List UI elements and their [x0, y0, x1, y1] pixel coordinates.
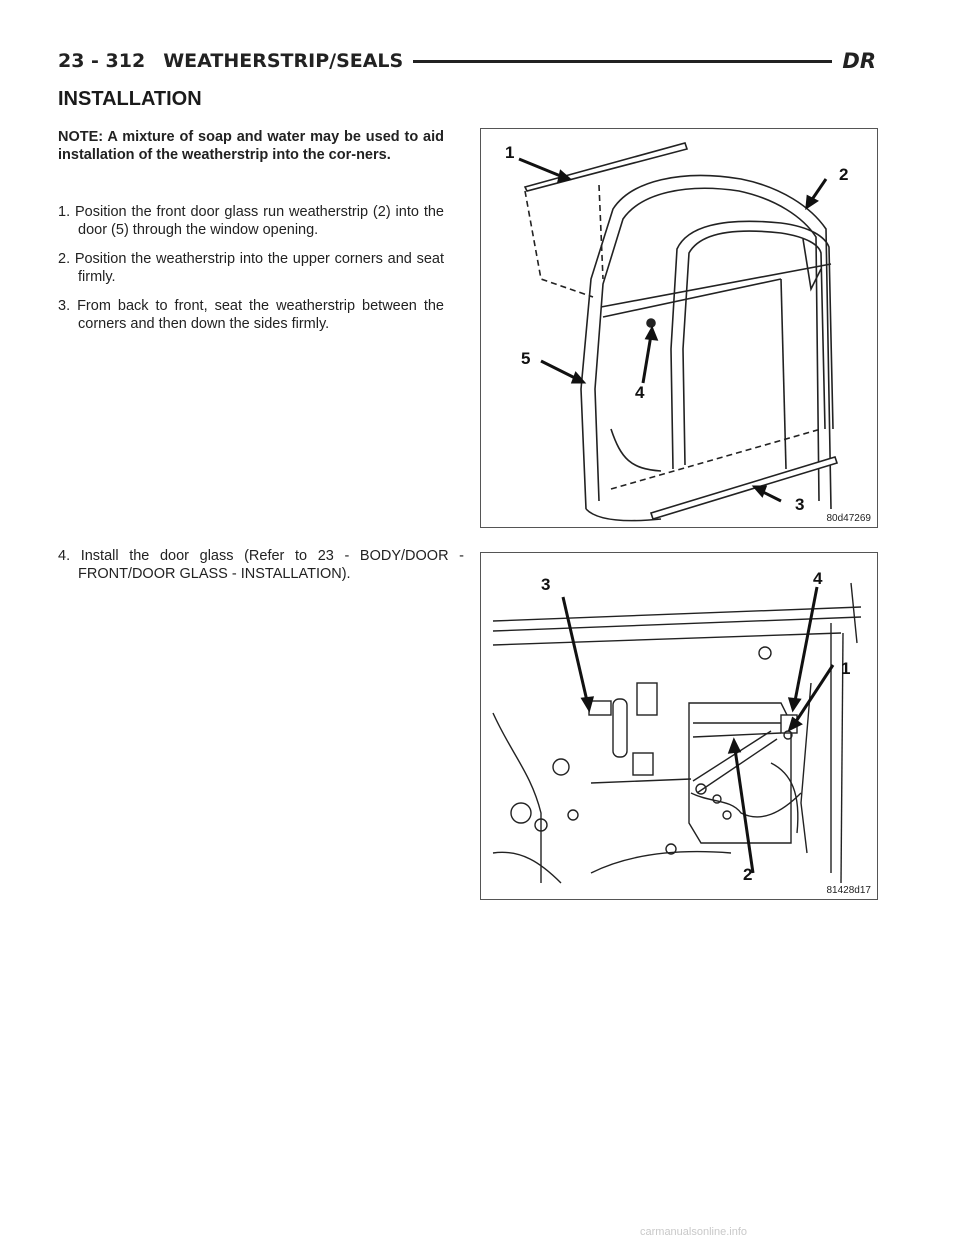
- figure-id: 81428d17: [826, 885, 871, 896]
- installation-note: NOTE: A mixture of soap and water may be used to aid installation of the weatherstrip into the cor-ners.: [58, 129, 444, 163]
- page-number: 23 - 312: [58, 50, 146, 72]
- model-code: DR: [842, 49, 876, 73]
- callout-4: 4: [635, 383, 645, 402]
- figure-id: 80d47269: [826, 513, 871, 524]
- callout-2: 2: [743, 865, 753, 884]
- door-inner-panel-illustration: [481, 553, 877, 899]
- watermark: carmanualsonline.info: [640, 1226, 748, 1238]
- step-2: 2. Position the weatherstrip into the upper corners and seat firmly.: [58, 251, 444, 285]
- callout-5: 5: [521, 349, 531, 368]
- callout-4: 4: [813, 569, 823, 588]
- callout-2: 2: [839, 165, 849, 184]
- step-3: 3. From back to front, seat the weatherstrip between the corners and then down the sides firmly.: [58, 298, 444, 332]
- header-rule: [413, 60, 832, 63]
- figure-door-weatherstrip: [480, 128, 878, 528]
- step-1: 1. Position the front door glass run weatherstrip (2) into the door (5) through the window opening.: [58, 204, 444, 238]
- section-title: WEATHERSTRIP/SEALS: [163, 50, 404, 72]
- page-header: [58, 46, 876, 76]
- callout-3: 3: [795, 495, 805, 514]
- steps-list: [58, 203, 444, 344]
- door-weatherstrip-illustration: [481, 129, 877, 527]
- step-4: 4. Install the door glass (Refer to 23 - BODY/DOOR - FRONT/DOOR GLASS - INSTALLATION).: [58, 548, 464, 582]
- callout-1: 1: [841, 659, 851, 678]
- callout-3: 3: [541, 575, 551, 594]
- figure-door-glass: [480, 552, 878, 900]
- page-title: INSTALLATION: [58, 88, 202, 110]
- callout-1: 1: [505, 143, 515, 162]
